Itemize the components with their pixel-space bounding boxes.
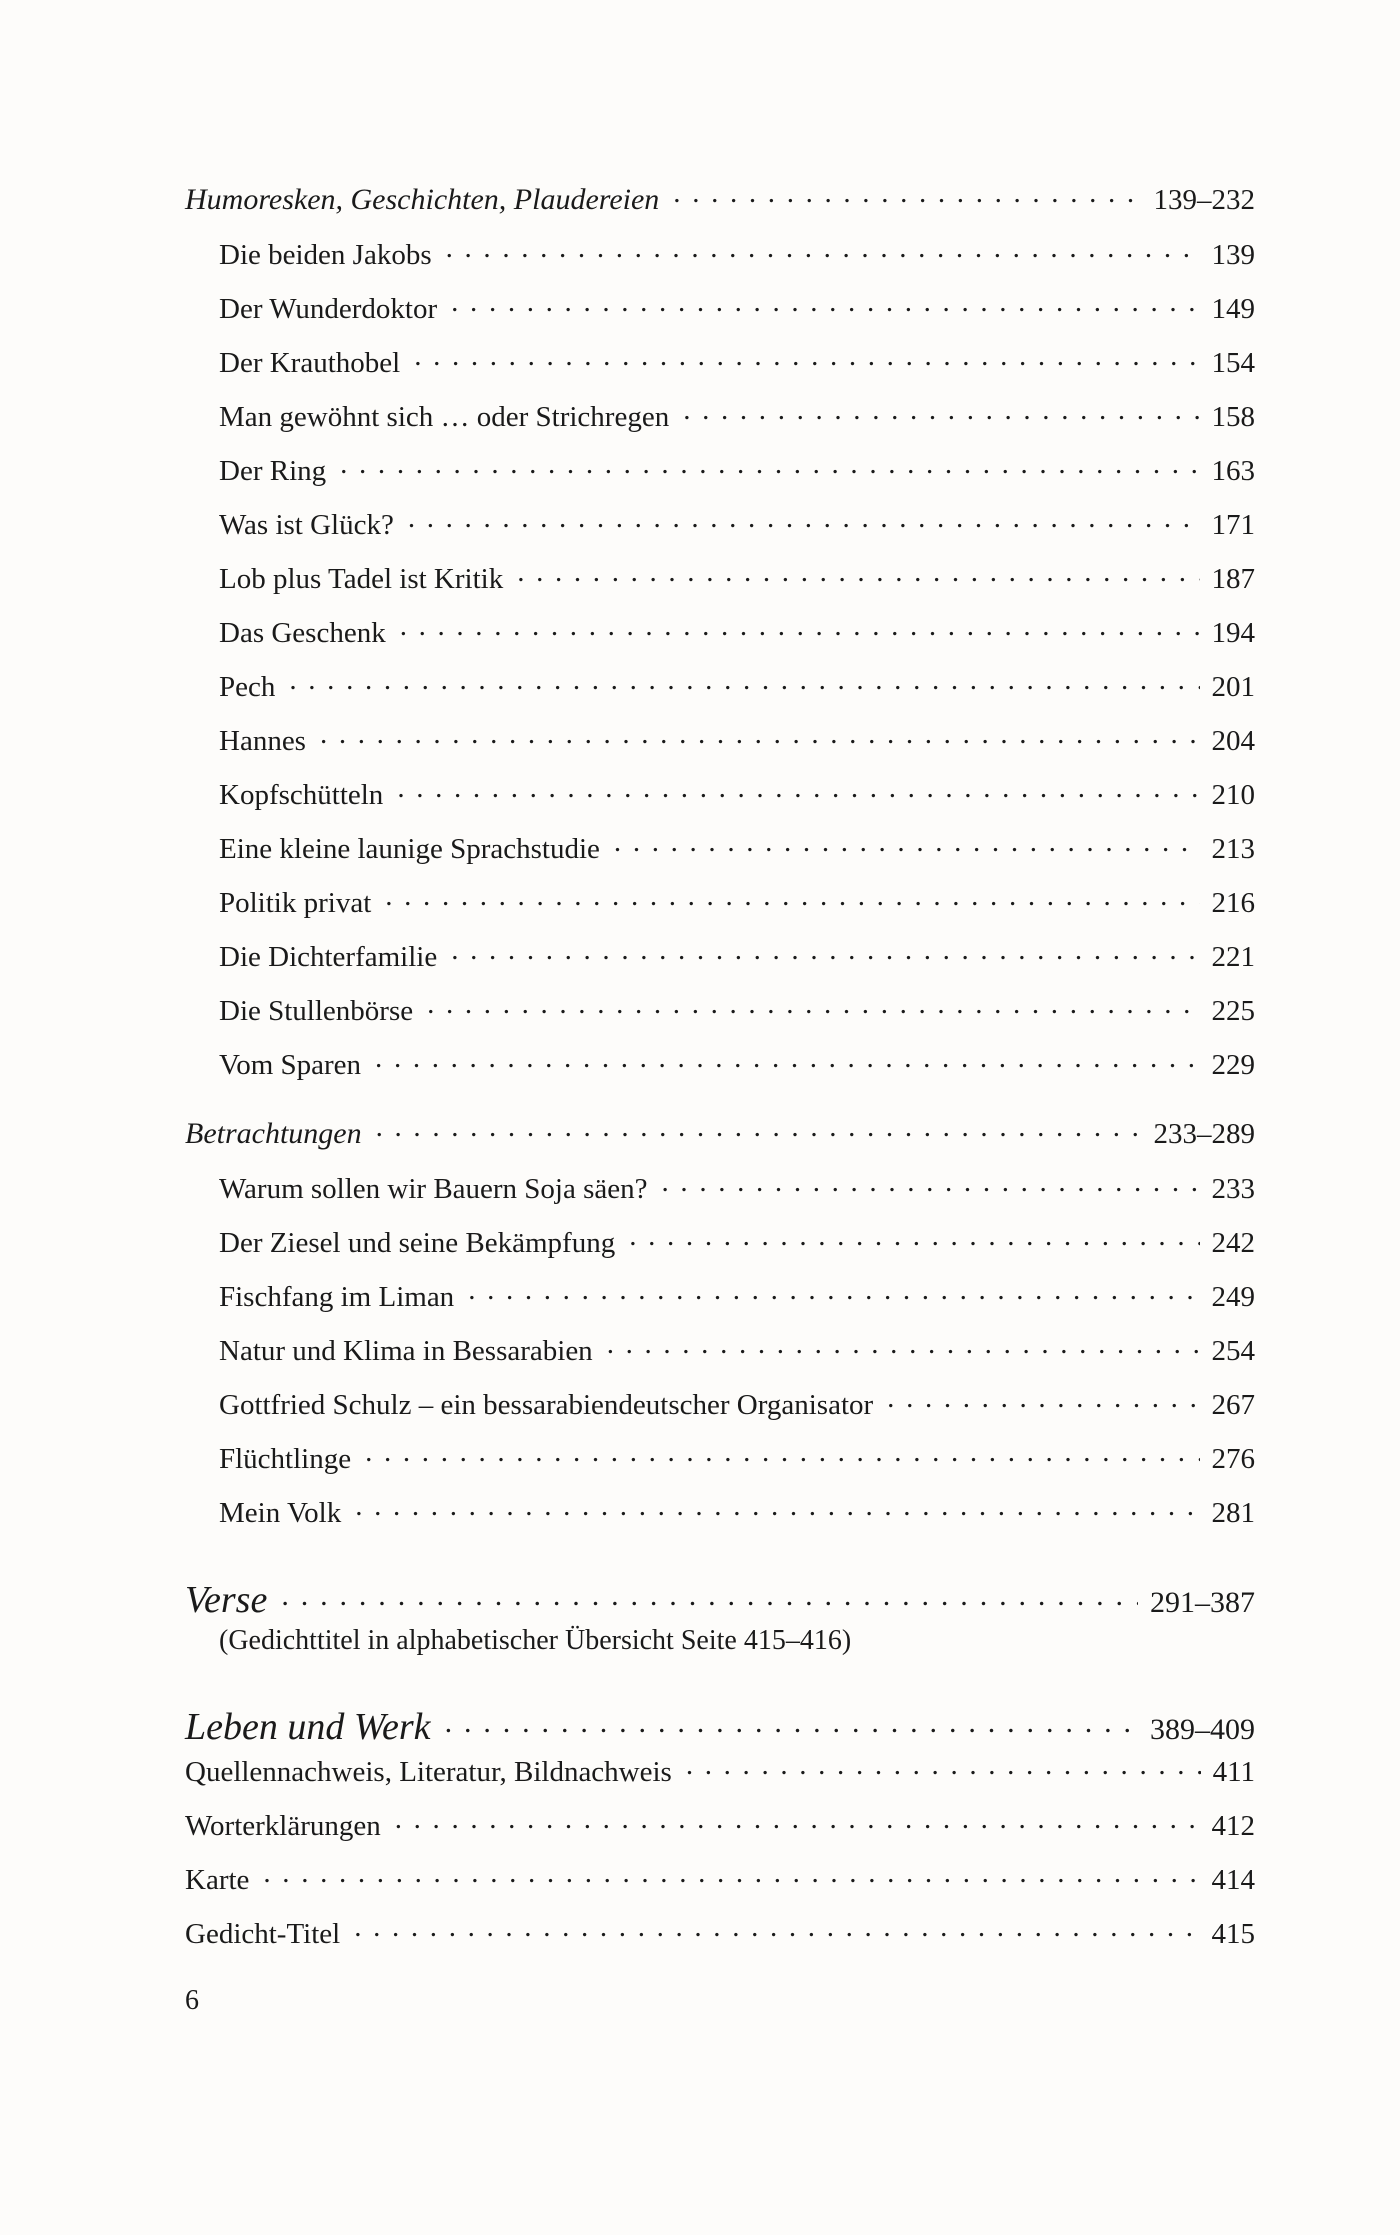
leader-dots	[451, 937, 1199, 966]
leader-dots	[376, 1114, 1142, 1143]
toc-entry-page: 276	[1211, 1443, 1255, 1475]
toc-heading-leben-und-werk[interactable]	[185, 1701, 1255, 1746]
toc-entry-title: Die Stullenbörse	[219, 995, 414, 1027]
leader-dots	[397, 775, 1199, 804]
toc-entry-page: 254	[1211, 1335, 1255, 1367]
toc-entry-page: 415	[1211, 1918, 1255, 1950]
leader-dots	[375, 1045, 1199, 1074]
toc-entry-title: Der Krauthobel	[219, 347, 401, 379]
toc-entry[interactable]	[185, 991, 1255, 1026]
toc-heading-title: Verse	[185, 1579, 268, 1621]
toc-entry-page: 229	[1211, 1049, 1255, 1081]
toc-entry[interactable]	[185, 1385, 1255, 1420]
leader-dots	[395, 1806, 1200, 1835]
toc-entry-title: Der Ziesel und seine Bekämpfung	[219, 1227, 616, 1259]
leader-dots	[320, 721, 1200, 750]
toc-entry-page: 171	[1211, 509, 1255, 541]
toc-entry-title: Natur und Klima in Bessarabien	[219, 1335, 593, 1367]
toc-entry-page: 154	[1211, 347, 1255, 379]
toc-heading-verse[interactable]	[185, 1574, 1255, 1619]
toc-entry[interactable]	[185, 1752, 1255, 1787]
toc-entry[interactable]	[185, 397, 1255, 432]
toc-heading-pages: 389–409	[1150, 1713, 1255, 1746]
leader-dots	[451, 289, 1199, 318]
toc-section-pages: 233–289	[1153, 1118, 1255, 1150]
toc-entry-title: Worterklärungen	[185, 1810, 381, 1842]
toc-entry-title: Gedicht-Titel	[185, 1918, 341, 1950]
toc-entry-title: Kopfschütteln	[219, 779, 384, 811]
toc-entry-page: 242	[1211, 1227, 1255, 1259]
toc-entry-title: Fischfang im Liman	[219, 1281, 455, 1313]
toc-entry[interactable]	[185, 1806, 1255, 1841]
toc-entry[interactable]	[185, 1045, 1255, 1080]
toc-entry-page: 216	[1211, 887, 1255, 919]
toc-section-pages: 139–232	[1153, 184, 1255, 216]
toc-entry-title: Die Dichterfamilie	[219, 941, 438, 973]
toc-entry-title: Flüchtlinge	[219, 1443, 352, 1475]
leader-dots	[662, 1169, 1200, 1198]
toc-entry[interactable]	[185, 1169, 1255, 1204]
leader-dots	[385, 883, 1199, 912]
toc-entry[interactable]	[185, 559, 1255, 594]
toc-entry-title: Karte	[185, 1864, 250, 1896]
toc-entry[interactable]	[185, 1277, 1255, 1312]
leader-dots	[446, 235, 1200, 264]
leader-dots	[414, 343, 1199, 372]
verse-note: (Gedichttitel in alphabetischer Übersicht Seite 415–416)	[219, 1625, 852, 1656]
toc-entry[interactable]	[185, 667, 1255, 702]
leader-dots	[683, 397, 1199, 426]
leader-dots	[400, 613, 1200, 642]
leader-dots	[445, 1701, 1138, 1739]
toc-entry-page: 281	[1211, 1497, 1255, 1529]
toc-section-heading-betrachtungen	[185, 1114, 1255, 1149]
toc-entry[interactable]	[185, 289, 1255, 324]
leader-dots	[673, 180, 1141, 209]
toc-entry-page: 158	[1211, 401, 1255, 433]
toc-entry-page: 225	[1211, 995, 1255, 1027]
toc-entry-page: 213	[1211, 833, 1255, 865]
leader-dots	[614, 829, 1200, 858]
toc-heading-title: Leben und Werk	[185, 1706, 431, 1748]
leader-dots	[517, 559, 1199, 588]
toc-entry-page: 411	[1212, 1756, 1255, 1788]
toc-entry-title: Man gewöhnt sich … oder Strichregen	[219, 401, 670, 433]
toc-heading-pages: 291–387	[1150, 1586, 1255, 1619]
back-matter-list	[185, 1752, 1255, 1949]
leader-dots	[607, 1331, 1200, 1360]
toc-entry[interactable]	[185, 721, 1255, 756]
toc-entry-title: Hannes	[219, 725, 306, 757]
toc-entry[interactable]	[185, 1493, 1255, 1528]
toc-entry-page: 194	[1211, 617, 1255, 649]
toc-entry-title: Lob plus Tadel ist Kritik	[219, 563, 504, 595]
toc-entry-page: 139	[1211, 239, 1255, 271]
toc-entry-page: 414	[1211, 1864, 1255, 1896]
toc-section-title: Humoresken, Geschichten, Plaudereien	[185, 183, 660, 216]
toc-entry[interactable]	[185, 505, 1255, 540]
toc-entry-title: Politik privat	[219, 887, 372, 919]
leader-dots	[263, 1860, 1199, 1889]
toc-entry[interactable]	[185, 1860, 1255, 1895]
toc-entry[interactable]	[185, 1223, 1255, 1258]
leader-dots	[408, 505, 1200, 534]
leader-dots	[281, 1574, 1138, 1612]
leader-dots	[289, 667, 1199, 696]
toc-entry-page: 210	[1211, 779, 1255, 811]
leader-dots	[468, 1277, 1199, 1306]
toc-section-heading-humoresken	[185, 180, 1255, 215]
toc-entry-title: Eine kleine launige Sprachstudie	[219, 833, 600, 865]
toc-entry-title: Das Geschenk	[219, 617, 386, 649]
toc-entry[interactable]	[185, 343, 1255, 378]
toc-entry-page: 187	[1211, 563, 1255, 595]
leader-dots	[427, 991, 1199, 1020]
toc-entry-title: Quellennachweis, Literatur, Bildnachweis	[185, 1756, 672, 1788]
toc-entry-page: 221	[1211, 941, 1255, 973]
toc-entry-page: 233	[1211, 1173, 1255, 1205]
page-number: 6	[185, 1985, 199, 2016]
toc-entry-title: Warum sollen wir Bauern Soja säen?	[219, 1173, 648, 1205]
toc-entry-title: Mein Volk	[219, 1497, 342, 1529]
table-of-contents	[185, 180, 1255, 1968]
toc-entry[interactable]	[185, 775, 1255, 810]
toc-entry[interactable]	[185, 613, 1255, 648]
leader-dots	[355, 1493, 1199, 1522]
leader-dots	[686, 1752, 1201, 1781]
toc-entry-title: Was ist Glück?	[219, 509, 394, 541]
toc-entry-title: Pech	[219, 671, 276, 703]
toc-entry[interactable]	[185, 937, 1255, 972]
toc-entry-page: 149	[1211, 293, 1255, 325]
toc-entry-page: 249	[1211, 1281, 1255, 1313]
toc-entry-page: 163	[1211, 455, 1255, 487]
leader-dots	[629, 1223, 1199, 1252]
toc-entry[interactable]	[185, 1439, 1255, 1474]
toc-entry-title: Gottfried Schulz – ein bessarabiendeutscher Organisator	[219, 1389, 874, 1421]
leader-dots	[887, 1385, 1199, 1414]
toc-entry[interactable]	[185, 451, 1255, 486]
leader-dots	[365, 1439, 1199, 1468]
toc-entry[interactable]	[185, 1331, 1255, 1366]
toc-entry-page: 267	[1211, 1389, 1255, 1421]
toc-entry[interactable]	[185, 829, 1255, 864]
toc-entry[interactable]	[185, 883, 1255, 918]
leader-dots	[354, 1914, 1199, 1943]
leader-dots	[340, 451, 1199, 480]
toc-entry-title: Der Wunderdoktor	[219, 293, 438, 325]
toc-entry-page: 412	[1211, 1810, 1255, 1842]
toc-entry-title: Der Ring	[219, 455, 327, 487]
toc-section-title: Betrachtungen	[185, 1117, 362, 1150]
toc-entry-page: 204	[1211, 725, 1255, 757]
toc-entry[interactable]	[185, 1914, 1255, 1949]
toc-entry-title: Vom Sparen	[219, 1049, 362, 1081]
toc-entry-title: Die beiden Jakobs	[219, 239, 432, 271]
toc-entry[interactable]	[185, 235, 1255, 270]
toc-entry-page: 201	[1211, 671, 1255, 703]
